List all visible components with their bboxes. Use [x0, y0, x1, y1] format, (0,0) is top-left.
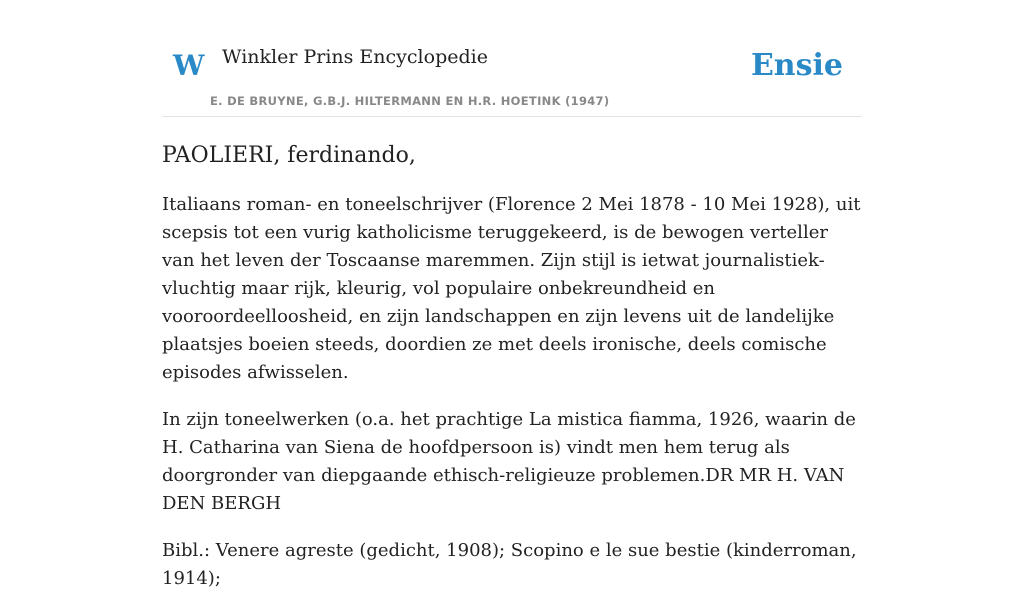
entry-paragraph: Italiaans roman- en toneelschrijver (Florence 2 Mei 1878 - 10 Mei 1928), uit scepsis tot een vurig katholicisme teruggekeerd, is de bewogen verteller van het leven der Toscaanse maremmen. Zijn stijl is ietwat journalistiek-vluchtig maar rijk, kleurig, vol populaire onbekreundheid en vooroordeelloosheid, en zijn landschappen en zijn levens uit de landelijke plaatsjes boeien steeds, doordien ze met deels ironische, deels comische episodes afwisselen.	[162, 194, 861, 384]
entry-bibliography: Bibl.: Venere agreste (gedicht, 1908); Scopino e le sue bestie (kinderroman, 1914);	[162, 540, 857, 590]
publication-title[interactable]: Winkler Prins Encyclopedie	[222, 46, 488, 68]
winkler-prins-logo[interactable]: W	[173, 49, 205, 82]
entry-title: PAOLIERI, ferdinando,	[162, 143, 416, 168]
ensie-logo[interactable]: Ensie	[750, 48, 843, 83]
site-header	[162, 0, 862, 117]
entry-paragraph: In zijn toneelwerken (o.a. het prachtige La mistica fiamma, 1926, waarin de H. Catharina van Siena de hoofdpersoon is) vindt men hem terug als doorgronder van diepgaande ethisch-religieuze problemen.DR MR H. VAN DEN BERGH	[162, 409, 856, 515]
publication-authors: E. DE BRUYNE, G.B.J. HILTERMANN EN H.R. HOETINK (1947)	[210, 94, 610, 108]
page-container	[162, 0, 862, 593]
